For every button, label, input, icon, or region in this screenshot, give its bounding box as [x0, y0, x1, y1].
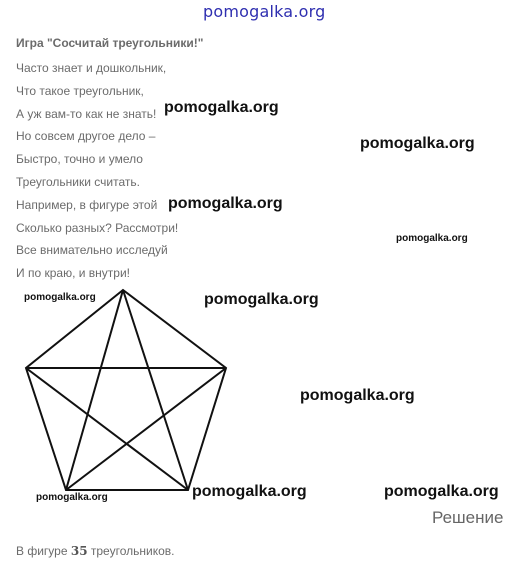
- poem-line: Треугольники считать.: [16, 175, 140, 189]
- watermark: pomogalka.org: [396, 233, 468, 244]
- star-line: [66, 290, 123, 490]
- answer-text: [16, 544, 174, 558]
- poem-line: Быстро, точно и умело: [16, 152, 143, 166]
- poem-line: Часто знает и дошкольник,: [16, 61, 167, 75]
- poem-line: Сколько разных? Рассмотри!: [16, 221, 179, 235]
- watermark: pomogalka.org: [192, 483, 307, 500]
- star-line: [123, 290, 188, 490]
- watermark: pomogalka.org: [168, 195, 283, 212]
- watermark: pomogalka.org: [204, 291, 319, 308]
- watermark: pomogalka.org: [24, 292, 96, 303]
- answer-prefix: В фигуре: [16, 544, 71, 558]
- poem-line: Все внимательно исследуй: [16, 243, 168, 257]
- solution-label: Решение: [432, 508, 504, 527]
- watermark: pomogalka.org: [164, 99, 279, 116]
- watermark: pomogalka.org: [300, 387, 415, 404]
- poem-line: И по краю, и внутри!: [16, 266, 130, 280]
- watermark: pomogalka.org: [36, 492, 108, 503]
- watermark: pomogalka.org: [384, 483, 499, 500]
- poem-title: Игра "Сосчитай треугольники!": [16, 36, 204, 50]
- watermark: pomogalka.org: [360, 135, 475, 152]
- answer-number: 35: [70, 544, 88, 558]
- answer-suffix: треугольников.: [87, 544, 175, 558]
- header-watermark: pomogalka.org: [203, 2, 326, 21]
- poem-line: Но совсем другое дело –: [16, 129, 156, 143]
- star-line: [66, 368, 226, 490]
- poem-line: Например, в фигуре этой: [16, 198, 158, 212]
- poem-line: А уж вам-то как не знать!: [16, 107, 157, 121]
- star-line: [26, 368, 188, 490]
- poem-line: Что такое треугольник,: [16, 84, 144, 98]
